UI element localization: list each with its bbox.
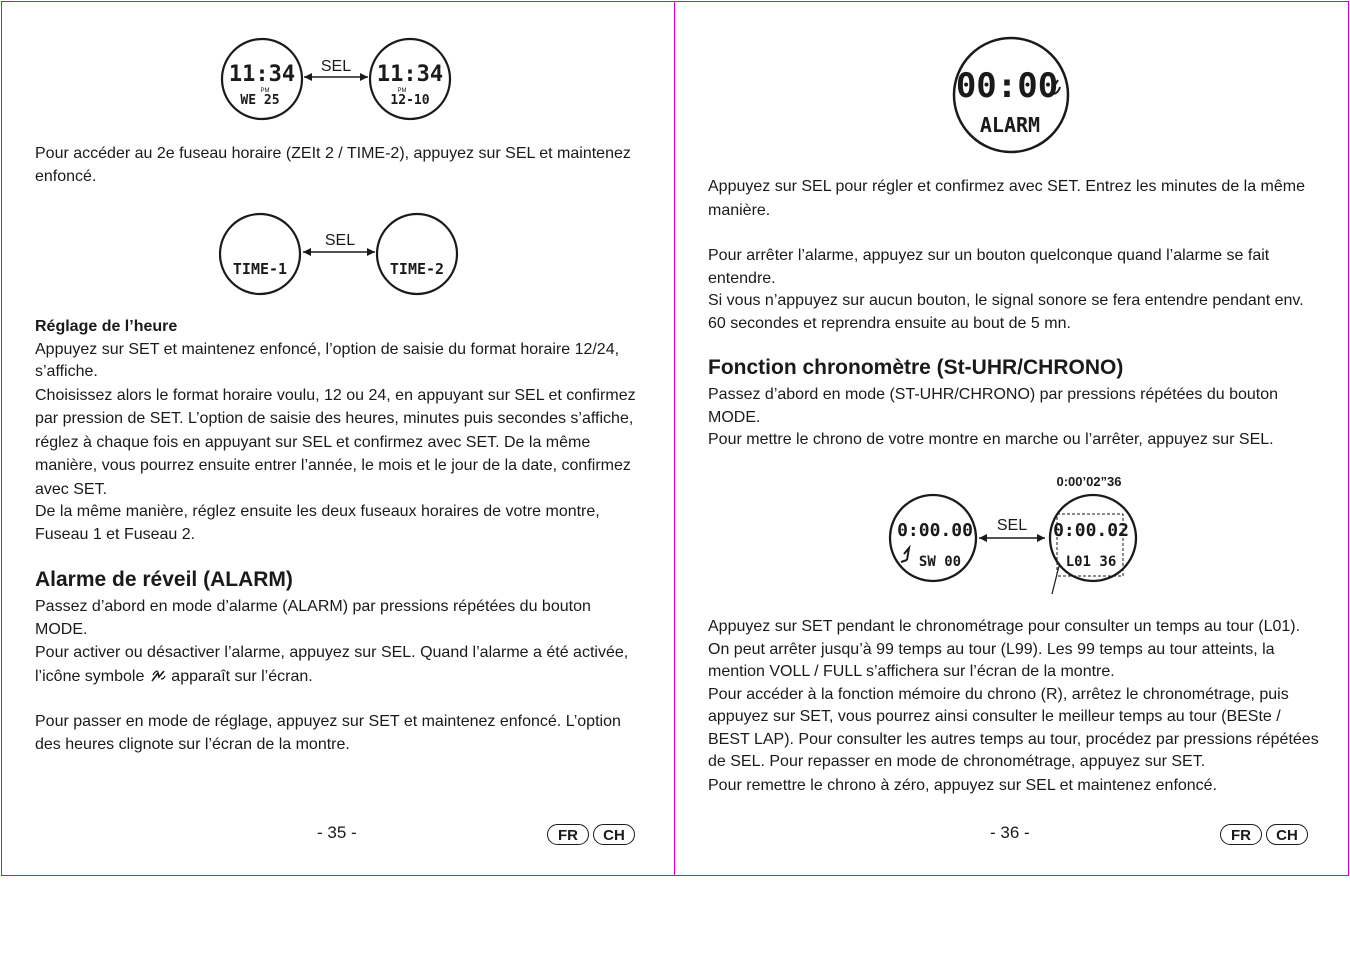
badge-fr: FR: [547, 824, 589, 845]
text-line: Pour arrêter l’alarme, appuyez sur un bouton quelconque quand l’alarme se fait entendre.: [708, 247, 1270, 287]
sel-label: SEL: [324, 232, 356, 249]
page-right: [674, 1, 1349, 876]
badge-ch: CH: [593, 824, 635, 845]
text-line: Passez d’abord en mode (ST-UHR/CHRONO) par pressions répétées du bouton MODE.: [708, 386, 1279, 426]
watch-main-digits: 11:34: [376, 62, 444, 87]
badge-ch: CH: [1266, 824, 1308, 845]
watch-sub-digits: SW 00: [918, 554, 962, 570]
text-line: Passez d’abord en mode d’alarme (ALARM) par pressions répétées du bouton MODE.: [35, 598, 591, 638]
text-line: De la même manière, réglez ensuite les deux fuseaux horaires de votre montre, Fuseau 1 et Fuseau 2.: [35, 503, 600, 543]
watch-main-digits: 00:00: [955, 66, 1059, 106]
watch-main-digits: 0:00.02: [1053, 520, 1129, 541]
text-line: Si vous n’appuyez sur aucun bouton, le signal sonore se fera entendre pendant env. 60 secondes et reprendra ensuite au bout de 5 mn.: [708, 292, 1304, 332]
watch-diagram-alarm: [950, 34, 1072, 156]
pm-indicator: PM: [260, 88, 270, 94]
callout-line: [1052, 566, 1059, 594]
watch-sub-digits: WE 25: [240, 93, 280, 108]
alarm-bell-icon: [149, 669, 167, 683]
text-line: [35, 641, 645, 689]
text-line: Pour remettre le chrono à zéro, appuyez sur SEL et maintenez enfoncé.: [708, 776, 1218, 794]
section-lap-times: [708, 616, 1320, 798]
running-icon: [901, 548, 909, 562]
text-line: Choisissez alors le format horaire voulu, 12 ou 24, en appuyant sur SEL et confirmez par pression de SET. L’option de saisie des heures, minutes puis secondes s’affiche, réglez à chaque fois en appuyant sur SEL et confirmez avec SET. De la même manière, vous pourrez ensuite entrer l’année, le mois et le jour de la date, confirmez avec SET.: [35, 386, 636, 498]
paragraph-alarm-setting: Appuyez sur SEL pour régler et confirmez avec SET. Entrez les minutes de la même manière. Pour arrêter l’alarme, appuyez sur un bouton quelconque quand l’alarme se fait entendre. Si vous n’appuyez sur aucun bouton, le signal sonore se fera entendre pendant env. 60 secondes et reprendra ensuite au bout de 5 mn.: [708, 175, 1320, 335]
text-line: Pour mettre le chrono de votre montre en marche ou l’arrêter, appuyez sur SEL.: [708, 431, 1274, 448]
country-badges: [1220, 824, 1308, 845]
sel-label: SEL: [996, 517, 1028, 534]
heading-chrono: Fonction chronomètre (St-UHR/CHRONO): [708, 356, 1124, 379]
text-span: apparaît sur l’écran.: [171, 668, 313, 685]
section-alarm: [35, 596, 645, 756]
text-line: Appuyez sur SET pendant le chronométrage pour consulter un temps au tour (L01). On peut arrêter jusqu’à 99 temps au tour (L99). Les 99 temps au tour atteints, la mention VOLL / FULL s’affichera sur l’écran de la montre.: [708, 618, 1301, 680]
pm-indicator: PM: [397, 88, 407, 94]
watch-sub-digits: L01 36: [1065, 554, 1117, 570]
section-time-setting: [35, 316, 641, 546]
watch-diagram-dual-time: [220, 35, 456, 123]
watch-sub-digits: ALARM: [979, 113, 1041, 137]
watch-sub-digits: 12-10: [390, 93, 430, 108]
page-number: - 35 -: [317, 823, 357, 842]
watch-main-digits: TIME-1: [232, 260, 288, 278]
heading-time-setting: Réglage de l’heure: [35, 318, 178, 335]
heading-alarm: Alarme de réveil (ALARM): [35, 568, 293, 591]
badge-fr: FR: [1220, 824, 1262, 845]
text-line: Pour accéder à la fonction mémoire du chrono (R), arrêtez le chronométrage, puis appuyez sur SET, vous pourrez ainsi consulter le meilleur temps au tour (BESte / BEST LAP). Pour consulter les autres temps au tour, procédez par pressions répétées de SEL. Pour repasser en mode de chronométrage, appuyez sur SET.: [708, 685, 1319, 770]
watch-main-digits: TIME-2: [389, 260, 445, 278]
text-line: Pour passer en mode de réglage, appuyez sur SET et maintenez enfoncé. L’option des heures clignote sur l’écran de la montre.: [35, 713, 621, 753]
watch-main-digits: 11:34: [228, 62, 296, 87]
text-line: Appuyez sur SET et maintenez enfoncé, l’option de saisie du format horaire 12/24, s’affiche.: [35, 340, 620, 380]
watch-diagram-chrono: [887, 470, 1143, 598]
section-chrono: [708, 384, 1320, 452]
country-badges: [547, 824, 635, 845]
page-left: [1, 1, 675, 876]
page-number: - 36 -: [990, 823, 1030, 842]
lap-time-label: 0:00’02”36: [1056, 474, 1122, 489]
text-span: Pour activer ou désactiver l’alarme, appuyez sur SEL. Quand l’alarme a été activée, l’icône symbole: [35, 644, 629, 685]
paragraph-second-timezone: Pour accéder au 2e fuseau horaire (ZEIt 2 / TIME-2), appuyez sur SEL et maintenez enfoncé.: [35, 145, 631, 185]
watch-diagram-timezones: [217, 210, 462, 298]
watch-main-digits: 0:00.00: [897, 520, 973, 541]
sel-label: SEL: [320, 58, 352, 75]
